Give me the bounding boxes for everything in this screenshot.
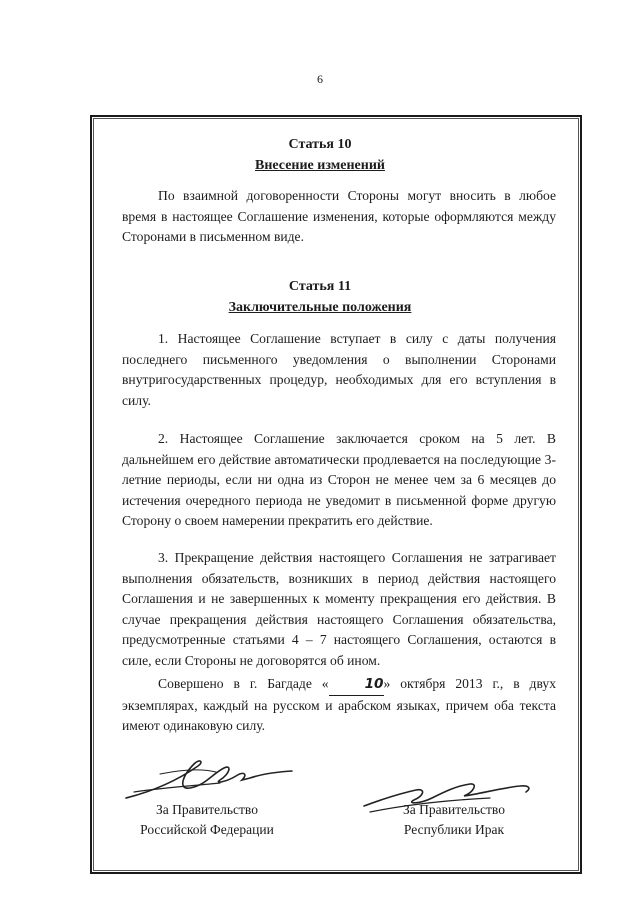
signatory-left-line1: За Правительство: [156, 802, 258, 817]
closing-paragraph: [122, 674, 556, 737]
handwritten-date-day: 10: [329, 674, 384, 696]
closing-text-before: Совершено в г. Багдаде «: [158, 676, 329, 691]
article-11-paragraph-1: 1. Настоящее Соглашение вступает в силу с даты получения последнего письменного уведомления о выполнении Сторонами внутригосударственных процедур, необходимых для его вступления в силу.: [122, 331, 556, 408]
article-11-paragraph-2: 2. Настоящее Соглашение заключается сроком на 5 лет. В дальнейшем его действие автоматически продлевается на последующие 3-летние периоды, если ни одна из Сторон не менее чем за 6 месяцев до истечения очередного периода не уведомит в письменной форме другую Сторону о своем намерении прекратить его действие.: [122, 431, 556, 528]
closing-text-after: » октября 2013 г., в двух экземплярах, каждый на русском и арабском языках, причем оба текста имеют одинаковую силу.: [122, 676, 556, 733]
article-11-title: Статья 11: [288, 279, 352, 294]
article-10-text: По взаимной договоренности Стороны могут вносить в любое время в настоящее Соглашение изменения, которые оформляются между Сторонами в письменном виде.: [122, 188, 556, 244]
signatory-right-line2: Республики Ирак: [403, 822, 505, 837]
page-number: 6: [317, 72, 323, 86]
article-11-paragraph-3: 3. Прекращение действия настоящего Соглашения не затрагивает выполнения обязательств, возникших в период действия настоящего Соглашения и не завершенных к моменту прекращения его действия. В случае прекращения действия настоящего Соглашения обязательства, предусмотренные статьями 4 – 7 настоящего Соглашения, остаются в силе, если Стороны не договорятся об ином.: [122, 550, 556, 668]
signatory-right: [384, 800, 524, 840]
article-11-subtitle: Заключительные положения: [228, 300, 412, 315]
signatory-left-line2: Российской Федерации: [140, 822, 274, 837]
signatory-right-line1: За Правительство: [403, 802, 505, 817]
article-10-title: Статья 10: [288, 137, 352, 152]
article-10-subtitle: Внесение изменений: [255, 158, 385, 173]
signatory-left: [132, 800, 282, 840]
